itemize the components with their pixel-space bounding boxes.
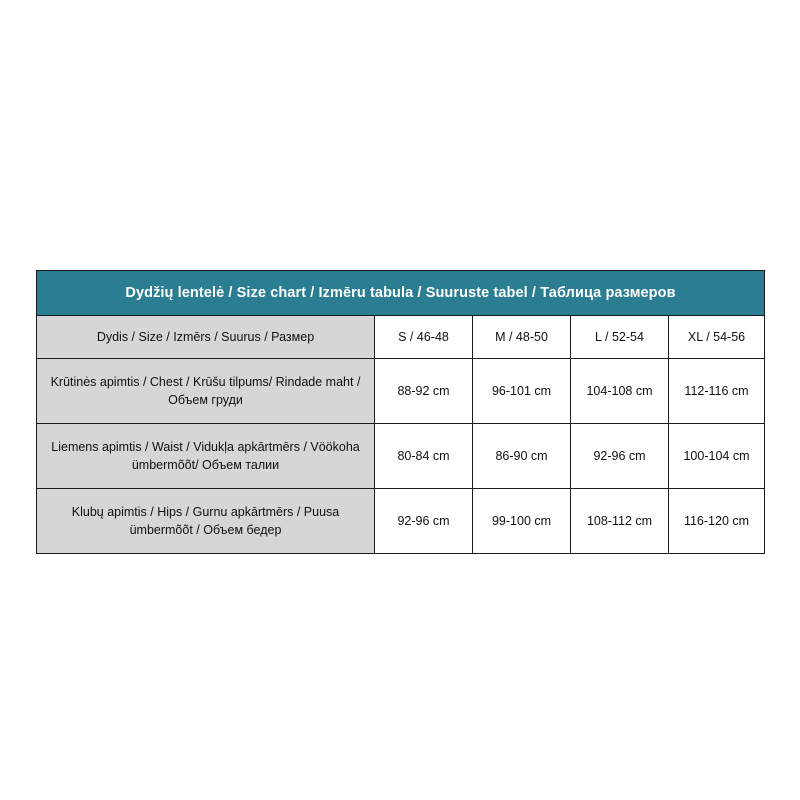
row-label-chest: Krūtinės apimtis / Chest / Krūšu tilpums/ Rindade maht / Объем груди: [37, 359, 375, 424]
size-chart-container: [36, 270, 764, 554]
cell-hips-m: 99-100 cm: [473, 489, 571, 554]
cell-chest-l: 104-108 cm: [571, 359, 669, 424]
row-label-waist: Liemens apimtis / Waist / Vidukļa apkārtmērs / Vöökoha ümbermõõt/ Объем талии: [37, 424, 375, 489]
cell-waist-s: 80-84 cm: [375, 424, 473, 489]
table-row: [37, 489, 765, 554]
cell-waist-xl: 100-104 cm: [669, 424, 765, 489]
table-header-row: [37, 316, 765, 359]
cell-hips-l: 108-112 cm: [571, 489, 669, 554]
column-header-l: L / 52-54: [571, 316, 669, 359]
table-row: [37, 359, 765, 424]
cell-chest-m: 96-101 cm: [473, 359, 571, 424]
table-title: Dydžių lentelė / Size chart / Izmēru tabula / Suuruste tabel / Таблица размеров: [37, 271, 765, 316]
cell-waist-m: 86-90 cm: [473, 424, 571, 489]
size-chart-table: [36, 270, 765, 554]
row-label-hips: Klubų apimtis / Hips / Gurnu apkārtmērs / Puusa ümbermõõt / Объем бедер: [37, 489, 375, 554]
column-header-xl: XL / 54-56: [669, 316, 765, 359]
table-title-row: [37, 271, 765, 316]
column-header-m: M / 48-50: [473, 316, 571, 359]
column-header-s: S / 46-48: [375, 316, 473, 359]
table-row: [37, 424, 765, 489]
column-header-measure: Dydis / Size / Izmērs / Suurus / Размер: [37, 316, 375, 359]
cell-hips-s: 92-96 cm: [375, 489, 473, 554]
cell-hips-xl: 116-120 cm: [669, 489, 765, 554]
cell-chest-s: 88-92 cm: [375, 359, 473, 424]
cell-chest-xl: 112-116 cm: [669, 359, 765, 424]
cell-waist-l: 92-96 cm: [571, 424, 669, 489]
